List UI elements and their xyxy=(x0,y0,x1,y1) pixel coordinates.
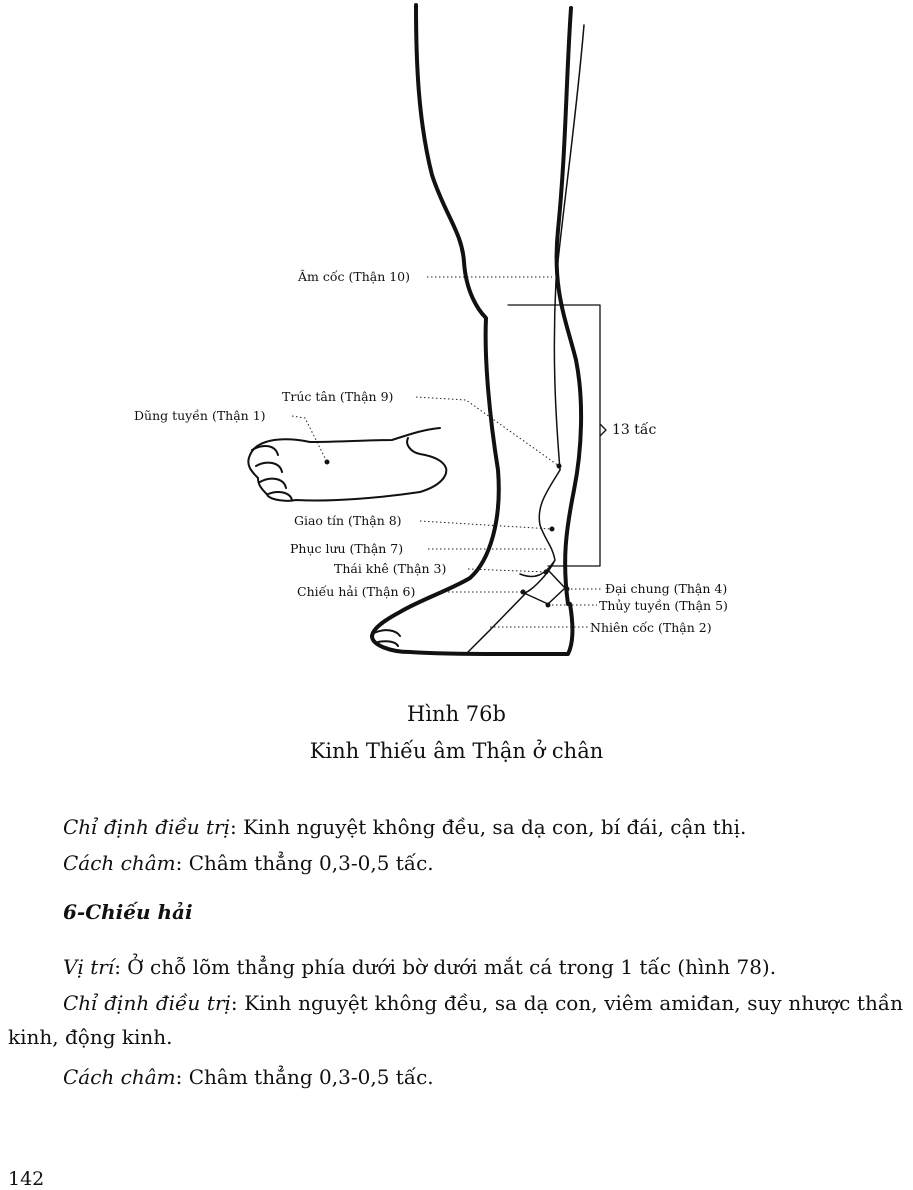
leg-back-outline xyxy=(372,5,572,654)
paragraph-indication-2 xyxy=(8,986,903,1054)
figure-caption: Kinh Thiếu âm Thận ở chân xyxy=(309,739,604,763)
paragraph-indication-1 xyxy=(8,810,903,844)
label-phuc-luu: Phục lưu (Thận 7) xyxy=(290,541,404,556)
method-text: : Châm thẳng 0,3-0,5 tấc. xyxy=(175,851,434,875)
location-label: Vị trí xyxy=(63,955,115,979)
label-truc-tan: Trúc tân (Thận 9) xyxy=(282,389,394,404)
label-giao-tin: Giao tín (Thận 8) xyxy=(294,513,402,528)
indication-label: Chỉ định điều trị xyxy=(63,815,230,839)
paragraph-location xyxy=(8,950,903,984)
truc-tan-leader xyxy=(416,397,559,466)
method-label-2: Cách châm xyxy=(63,1065,176,1089)
paragraph-method-1 xyxy=(8,846,903,880)
label-nhien-coc: Nhiên cốc (Thận 2) xyxy=(590,620,712,635)
location-text: : Ở chỗ lõm thẳng phía dưới bờ dưới mắt cá trong 1 tấc (hình 78). xyxy=(114,955,777,979)
indication-label-2: Chỉ định điều trị xyxy=(63,991,231,1015)
method-label: Cách châm xyxy=(63,851,176,875)
figure-number: Hình 76b xyxy=(407,702,506,726)
section-heading-text: 6-Chiếu hải xyxy=(63,900,193,924)
label-chieu-hai: Chiếu hải (Thận 6) xyxy=(297,584,416,599)
label-thai-khe: Thái khê (Thận 3) xyxy=(334,561,447,576)
bracket-tick xyxy=(600,424,606,436)
span-label: 13 tấc xyxy=(612,422,657,438)
method-text-2: : Châm thẳng 0,3-0,5 tấc. xyxy=(175,1065,434,1089)
label-am-coc: Âm cốc (Thận 10) xyxy=(298,269,410,284)
page-number: 142 xyxy=(8,1168,45,1190)
foot-toes xyxy=(252,446,292,500)
section-heading xyxy=(8,895,903,929)
label-dung-tuyen: Dũng tuyền (Thận 1) xyxy=(134,408,266,423)
paragraph-method-2 xyxy=(8,1060,903,1094)
giao-tin-leader xyxy=(420,521,552,529)
indication-text-2: : Kinh nguyệt không đều, sa dạ con, viêm amiđan, suy nhược thần kinh, động kinh. xyxy=(8,991,903,1049)
label-thuy-tuyen: Thủy tuyền (Thận 5) xyxy=(599,598,728,613)
dung-tuyen-point xyxy=(325,460,330,465)
label-dai-chung: Đại chung (Thận 4) xyxy=(605,581,728,596)
indication-text: : Kinh nguyệt không đều, sa dạ con, bí đái, cận thị. xyxy=(230,815,747,839)
